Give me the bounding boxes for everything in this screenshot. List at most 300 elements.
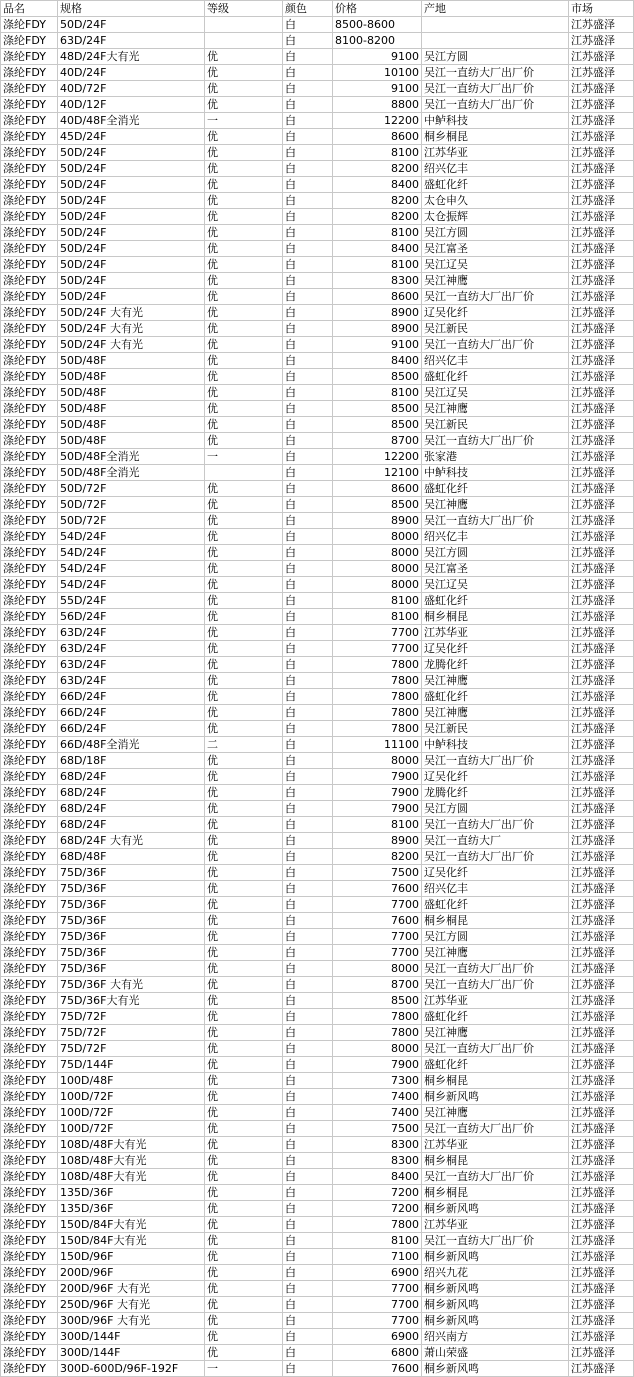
spec-cell: 150D/84F大有光 xyxy=(58,1217,205,1233)
product-name-cell: 涤纶FDY xyxy=(1,769,58,785)
product-name-cell: 涤纶FDY xyxy=(1,305,58,321)
price-cell: 7900 xyxy=(333,801,422,817)
table-row xyxy=(1,1313,634,1329)
market-cell: 江苏盛泽 xyxy=(569,1169,634,1185)
product-name-cell: 涤纶FDY xyxy=(1,1281,58,1297)
price-cell: 8100 xyxy=(333,817,422,833)
spec-cell: 66D/24F xyxy=(58,705,205,721)
origin-cell: 吴江一直纺大厂 xyxy=(422,833,569,849)
table-row xyxy=(1,849,634,865)
grade-cell: 优 xyxy=(205,1313,283,1329)
origin-cell: 吴江神鹰 xyxy=(422,945,569,961)
color-cell: 白 xyxy=(283,561,333,577)
grade-cell: 优 xyxy=(205,369,283,385)
market-cell: 江苏盛泽 xyxy=(569,673,634,689)
color-cell: 白 xyxy=(283,433,333,449)
price-cell: 8400 xyxy=(333,353,422,369)
origin-cell: 绍兴亿丰 xyxy=(422,529,569,545)
spec-cell: 68D/24F xyxy=(58,785,205,801)
origin-cell: 江苏华亚 xyxy=(422,625,569,641)
grade-cell: 优 xyxy=(205,609,283,625)
grade-cell: 优 xyxy=(205,1217,283,1233)
grade-cell: 一 xyxy=(205,1361,283,1377)
table-row xyxy=(1,241,634,257)
table-row xyxy=(1,1153,634,1169)
market-cell: 江苏盛泽 xyxy=(569,1361,634,1377)
product-name-cell: 涤纶FDY xyxy=(1,657,58,673)
table-row xyxy=(1,593,634,609)
market-cell: 江苏盛泽 xyxy=(569,145,634,161)
product-name-cell: 涤纶FDY xyxy=(1,1105,58,1121)
market-cell: 江苏盛泽 xyxy=(569,385,634,401)
origin-cell: 辽吴化纤 xyxy=(422,769,569,785)
table-row xyxy=(1,305,634,321)
table-row xyxy=(1,1201,634,1217)
origin-cell: 盛虹化纤 xyxy=(422,1057,569,1073)
table-row xyxy=(1,673,634,689)
spec-cell: 50D/72F xyxy=(58,481,205,497)
origin-cell xyxy=(422,17,569,33)
product-name-cell: 涤纶FDY xyxy=(1,945,58,961)
spec-cell: 66D/48F全消光 xyxy=(58,737,205,753)
spec-cell: 300D-600D/96F-192F xyxy=(58,1361,205,1377)
price-cell: 8700 xyxy=(333,977,422,993)
price-cell: 8700 xyxy=(333,433,422,449)
price-cell: 6900 xyxy=(333,1265,422,1281)
market-cell: 江苏盛泽 xyxy=(569,225,634,241)
grade-cell: 优 xyxy=(205,1185,283,1201)
product-name-cell: 涤纶FDY xyxy=(1,641,58,657)
market-cell: 江苏盛泽 xyxy=(569,401,634,417)
origin-cell: 吴江一直纺大厂出厂价 xyxy=(422,81,569,97)
table-row xyxy=(1,1281,634,1297)
origin-cell: 吴江一直纺大厂出厂价 xyxy=(422,337,569,353)
table-row xyxy=(1,865,634,881)
grade-cell: 优 xyxy=(205,961,283,977)
product-name-cell: 涤纶FDY xyxy=(1,225,58,241)
spec-cell: 50D/48F xyxy=(58,353,205,369)
table-row xyxy=(1,385,634,401)
grade-cell: 优 xyxy=(205,1057,283,1073)
table-row xyxy=(1,657,634,673)
price-cell: 7200 xyxy=(333,1201,422,1217)
product-name-cell: 涤纶FDY xyxy=(1,673,58,689)
color-cell: 白 xyxy=(283,641,333,657)
grade-cell: 优 xyxy=(205,337,283,353)
color-cell: 白 xyxy=(283,833,333,849)
spec-cell: 68D/24F 大有光 xyxy=(58,833,205,849)
table-row xyxy=(1,321,634,337)
table-row xyxy=(1,1297,634,1313)
table-row xyxy=(1,1233,634,1249)
origin-cell: 吴江一直纺大厂出厂价 xyxy=(422,977,569,993)
price-cell: 7700 xyxy=(333,945,422,961)
table-row xyxy=(1,1025,634,1041)
product-name-cell: 涤纶FDY xyxy=(1,881,58,897)
grade-cell: 优 xyxy=(205,705,283,721)
table-row xyxy=(1,1185,634,1201)
grade-cell: 优 xyxy=(205,1249,283,1265)
product-name-cell: 涤纶FDY xyxy=(1,497,58,513)
market-cell: 江苏盛泽 xyxy=(569,545,634,561)
grade-cell: 优 xyxy=(205,177,283,193)
grade-cell: 优 xyxy=(205,497,283,513)
table-row xyxy=(1,465,634,481)
market-cell: 江苏盛泽 xyxy=(569,33,634,49)
product-name-cell: 涤纶FDY xyxy=(1,897,58,913)
grade-cell: 优 xyxy=(205,1025,283,1041)
table-row xyxy=(1,1009,634,1025)
table-row xyxy=(1,913,634,929)
grade-cell: 优 xyxy=(205,897,283,913)
table-row xyxy=(1,1249,634,1265)
price-cell: 7700 xyxy=(333,625,422,641)
price-cell: 7600 xyxy=(333,1361,422,1377)
table-row xyxy=(1,369,634,385)
table-row xyxy=(1,977,634,993)
spec-cell: 63D/24F xyxy=(58,641,205,657)
market-cell: 江苏盛泽 xyxy=(569,49,634,65)
origin-cell: 吴江一直纺大厂出厂价 xyxy=(422,753,569,769)
price-cell: 7800 xyxy=(333,721,422,737)
table-row xyxy=(1,449,634,465)
table-row xyxy=(1,1217,634,1233)
color-cell: 白 xyxy=(283,1201,333,1217)
origin-cell: 吴江新民 xyxy=(422,417,569,433)
grade-cell: 优 xyxy=(205,625,283,641)
spec-cell: 75D/36F xyxy=(58,865,205,881)
origin-cell: 盛虹化纤 xyxy=(422,897,569,913)
grade-cell: 优 xyxy=(205,1297,283,1313)
origin-cell: 吴江方圆 xyxy=(422,225,569,241)
price-cell: 8200 xyxy=(333,209,422,225)
price-cell: 8000 xyxy=(333,529,422,545)
header-product-name: 品名 xyxy=(1,1,58,17)
spec-cell: 50D/48F xyxy=(58,433,205,449)
table-row xyxy=(1,417,634,433)
origin-cell: 桐乡桐昆 xyxy=(422,609,569,625)
product-name-cell: 涤纶FDY xyxy=(1,513,58,529)
color-cell: 白 xyxy=(283,33,333,49)
color-cell: 白 xyxy=(283,673,333,689)
market-cell: 江苏盛泽 xyxy=(569,929,634,945)
color-cell: 白 xyxy=(283,481,333,497)
price-cell: 7700 xyxy=(333,897,422,913)
spec-cell: 50D/72F xyxy=(58,497,205,513)
market-cell: 江苏盛泽 xyxy=(569,497,634,513)
price-cell: 7900 xyxy=(333,1057,422,1073)
price-cell: 7800 xyxy=(333,673,422,689)
color-cell: 白 xyxy=(283,257,333,273)
grade-cell xyxy=(205,465,283,481)
product-name-cell: 涤纶FDY xyxy=(1,1329,58,1345)
price-cell: 7600 xyxy=(333,913,422,929)
product-name-cell: 涤纶FDY xyxy=(1,81,58,97)
origin-cell: 吴江一直纺大厂出厂价 xyxy=(422,1121,569,1137)
table-row xyxy=(1,785,634,801)
grade-cell: 优 xyxy=(205,1137,283,1153)
color-cell: 白 xyxy=(283,129,333,145)
color-cell: 白 xyxy=(283,769,333,785)
origin-cell: 吴江神鹰 xyxy=(422,705,569,721)
table-row xyxy=(1,257,634,273)
price-cell: 8900 xyxy=(333,513,422,529)
price-cell: 7700 xyxy=(333,1281,422,1297)
market-cell: 江苏盛泽 xyxy=(569,433,634,449)
grade-cell: 优 xyxy=(205,49,283,65)
spec-cell: 108D/48F大有光 xyxy=(58,1137,205,1153)
market-cell: 江苏盛泽 xyxy=(569,1057,634,1073)
spec-cell: 75D/72F xyxy=(58,1041,205,1057)
product-name-cell: 涤纶FDY xyxy=(1,753,58,769)
color-cell: 白 xyxy=(283,1009,333,1025)
product-name-cell: 涤纶FDY xyxy=(1,801,58,817)
market-cell: 江苏盛泽 xyxy=(569,193,634,209)
market-cell: 江苏盛泽 xyxy=(569,593,634,609)
color-cell: 白 xyxy=(283,1137,333,1153)
spec-cell: 45D/24F xyxy=(58,129,205,145)
color-cell: 白 xyxy=(283,785,333,801)
product-name-cell: 涤纶FDY xyxy=(1,689,58,705)
market-cell: 江苏盛泽 xyxy=(569,1249,634,1265)
market-cell: 江苏盛泽 xyxy=(569,1137,634,1153)
color-cell: 白 xyxy=(283,17,333,33)
price-cell: 8100 xyxy=(333,385,422,401)
header-row xyxy=(1,1,634,17)
product-name-cell: 涤纶FDY xyxy=(1,273,58,289)
table-row xyxy=(1,1073,634,1089)
grade-cell: 优 xyxy=(205,193,283,209)
product-name-cell: 涤纶FDY xyxy=(1,1345,58,1361)
color-cell: 白 xyxy=(283,545,333,561)
origin-cell: 盛虹化纤 xyxy=(422,689,569,705)
price-cell: 7300 xyxy=(333,1073,422,1089)
price-cell: 8300 xyxy=(333,273,422,289)
spec-cell: 50D/24F xyxy=(58,289,205,305)
product-name-cell: 涤纶FDY xyxy=(1,593,58,609)
origin-cell: 吴江一直纺大厂出厂价 xyxy=(422,433,569,449)
price-cell: 8100 xyxy=(333,257,422,273)
grade-cell: 优 xyxy=(205,1105,283,1121)
color-cell: 白 xyxy=(283,609,333,625)
color-cell: 白 xyxy=(283,65,333,81)
origin-cell: 张家港 xyxy=(422,449,569,465)
origin-cell: 吴江方圆 xyxy=(422,929,569,945)
table-row xyxy=(1,1265,634,1281)
grade-cell: 优 xyxy=(205,1041,283,1057)
table-row xyxy=(1,961,634,977)
origin-cell: 吴江方圆 xyxy=(422,801,569,817)
color-cell: 白 xyxy=(283,369,333,385)
grade-cell: 优 xyxy=(205,81,283,97)
grade-cell: 优 xyxy=(205,913,283,929)
spec-cell: 50D/24F xyxy=(58,145,205,161)
price-cell: 7800 xyxy=(333,1025,422,1041)
market-cell: 江苏盛泽 xyxy=(569,1153,634,1169)
grade-cell: 优 xyxy=(205,1233,283,1249)
color-cell: 白 xyxy=(283,1025,333,1041)
market-cell: 江苏盛泽 xyxy=(569,881,634,897)
grade-cell: 优 xyxy=(205,225,283,241)
origin-cell: 吴江新民 xyxy=(422,721,569,737)
market-cell: 江苏盛泽 xyxy=(569,113,634,129)
table-row xyxy=(1,81,634,97)
spec-cell: 63D/24F xyxy=(58,33,205,49)
price-cell: 8200 xyxy=(333,849,422,865)
spec-cell: 55D/24F xyxy=(58,593,205,609)
spec-cell: 50D/24F xyxy=(58,193,205,209)
table-row xyxy=(1,33,634,49)
table-row xyxy=(1,193,634,209)
color-cell: 白 xyxy=(283,1265,333,1281)
header-spec: 规格 xyxy=(58,1,205,17)
product-name-cell: 涤纶FDY xyxy=(1,865,58,881)
header-price: 价格 xyxy=(333,1,422,17)
market-cell: 江苏盛泽 xyxy=(569,1345,634,1361)
origin-cell: 桐乡桐昆 xyxy=(422,1185,569,1201)
market-cell: 江苏盛泽 xyxy=(569,209,634,225)
price-cell: 7200 xyxy=(333,1185,422,1201)
price-cell: 12200 xyxy=(333,449,422,465)
price-cell: 8000 xyxy=(333,577,422,593)
spec-cell: 75D/36F 大有光 xyxy=(58,977,205,993)
table-row xyxy=(1,929,634,945)
price-cell: 8200 xyxy=(333,161,422,177)
origin-cell: 吴江神鹰 xyxy=(422,497,569,513)
origin-cell: 桐乡新风鸣 xyxy=(422,1089,569,1105)
color-cell: 白 xyxy=(283,1041,333,1057)
color-cell: 白 xyxy=(283,161,333,177)
grade-cell: 优 xyxy=(205,945,283,961)
market-cell: 江苏盛泽 xyxy=(569,1313,634,1329)
market-cell: 江苏盛泽 xyxy=(569,945,634,961)
price-cell: 8400 xyxy=(333,177,422,193)
spec-cell: 50D/48F全消光 xyxy=(58,465,205,481)
color-cell: 白 xyxy=(283,1329,333,1345)
spec-cell: 63D/24F xyxy=(58,673,205,689)
product-name-cell: 涤纶FDY xyxy=(1,1185,58,1201)
product-name-cell: 涤纶FDY xyxy=(1,977,58,993)
spec-cell: 40D/24F xyxy=(58,65,205,81)
table-body xyxy=(1,17,634,1377)
market-cell: 江苏盛泽 xyxy=(569,1233,634,1249)
spec-cell: 50D/48F xyxy=(58,369,205,385)
origin-cell: 吴江辽吴 xyxy=(422,385,569,401)
header-market: 市场 xyxy=(569,1,634,17)
grade-cell: 优 xyxy=(205,241,283,257)
product-name-cell: 涤纶FDY xyxy=(1,113,58,129)
market-cell: 江苏盛泽 xyxy=(569,625,634,641)
price-cell: 8400 xyxy=(333,1169,422,1185)
price-cell: 7800 xyxy=(333,1009,422,1025)
market-cell: 江苏盛泽 xyxy=(569,289,634,305)
product-name-cell: 涤纶FDY xyxy=(1,369,58,385)
color-cell: 白 xyxy=(283,1281,333,1297)
origin-cell: 吴江神鹰 xyxy=(422,1105,569,1121)
grade-cell: 优 xyxy=(205,977,283,993)
market-cell: 江苏盛泽 xyxy=(569,321,634,337)
product-name-cell: 涤纶FDY xyxy=(1,1041,58,1057)
grade-cell: 优 xyxy=(205,641,283,657)
grade-cell: 优 xyxy=(205,1089,283,1105)
price-cell: 9100 xyxy=(333,81,422,97)
spec-cell: 50D/24F xyxy=(58,225,205,241)
table-row xyxy=(1,833,634,849)
color-cell: 白 xyxy=(283,1105,333,1121)
market-cell: 江苏盛泽 xyxy=(569,897,634,913)
table-row xyxy=(1,1361,634,1377)
table-row xyxy=(1,945,634,961)
table-row xyxy=(1,625,634,641)
grade-cell: 优 xyxy=(205,1281,283,1297)
product-name-cell: 涤纶FDY xyxy=(1,1313,58,1329)
color-cell: 白 xyxy=(283,321,333,337)
price-cell: 7800 xyxy=(333,689,422,705)
color-cell: 白 xyxy=(283,593,333,609)
origin-cell: 吴江神鹰 xyxy=(422,273,569,289)
spec-cell: 108D/48F大有光 xyxy=(58,1153,205,1169)
product-name-cell: 涤纶FDY xyxy=(1,929,58,945)
spec-cell: 68D/24F xyxy=(58,817,205,833)
color-cell: 白 xyxy=(283,193,333,209)
product-name-cell: 涤纶FDY xyxy=(1,1201,58,1217)
color-cell: 白 xyxy=(283,737,333,753)
origin-cell: 盛虹化纤 xyxy=(422,593,569,609)
price-cell: 8600 xyxy=(333,481,422,497)
spec-cell: 100D/72F xyxy=(58,1105,205,1121)
origin-cell: 桐乡新风鸣 xyxy=(422,1297,569,1313)
color-cell: 白 xyxy=(283,689,333,705)
spec-cell: 75D/36F xyxy=(58,913,205,929)
table-row xyxy=(1,577,634,593)
grade-cell xyxy=(205,17,283,33)
grade-cell: 优 xyxy=(205,321,283,337)
color-cell: 白 xyxy=(283,721,333,737)
product-name-cell: 涤纶FDY xyxy=(1,177,58,193)
color-cell: 白 xyxy=(283,1345,333,1361)
table-row xyxy=(1,337,634,353)
market-cell: 江苏盛泽 xyxy=(569,1297,634,1313)
color-cell: 白 xyxy=(283,209,333,225)
product-name-cell: 涤纶FDY xyxy=(1,609,58,625)
table-row xyxy=(1,97,634,113)
color-cell: 白 xyxy=(283,1057,333,1073)
market-cell: 江苏盛泽 xyxy=(569,817,634,833)
color-cell: 白 xyxy=(283,577,333,593)
origin-cell: 吴江富圣 xyxy=(422,561,569,577)
table-row xyxy=(1,721,634,737)
market-cell: 江苏盛泽 xyxy=(569,353,634,369)
product-name-cell: 涤纶FDY xyxy=(1,737,58,753)
product-name-cell: 涤纶FDY xyxy=(1,289,58,305)
color-cell: 白 xyxy=(283,897,333,913)
price-cell: 8100-8200 xyxy=(333,33,422,49)
grade-cell: 优 xyxy=(205,577,283,593)
spec-cell: 100D/72F xyxy=(58,1089,205,1105)
spec-cell: 40D/48F全消光 xyxy=(58,113,205,129)
origin-cell: 吴江神鹰 xyxy=(422,673,569,689)
origin-cell: 吴江神鹰 xyxy=(422,1025,569,1041)
color-cell: 白 xyxy=(283,1073,333,1089)
spec-cell: 63D/24F xyxy=(58,625,205,641)
product-name-cell: 涤纶FDY xyxy=(1,833,58,849)
grade-cell: 优 xyxy=(205,673,283,689)
color-cell: 白 xyxy=(283,753,333,769)
price-cell: 7700 xyxy=(333,1313,422,1329)
grade-cell: 优 xyxy=(205,1169,283,1185)
grade-cell: 优 xyxy=(205,881,283,897)
product-name-cell: 涤纶FDY xyxy=(1,33,58,49)
